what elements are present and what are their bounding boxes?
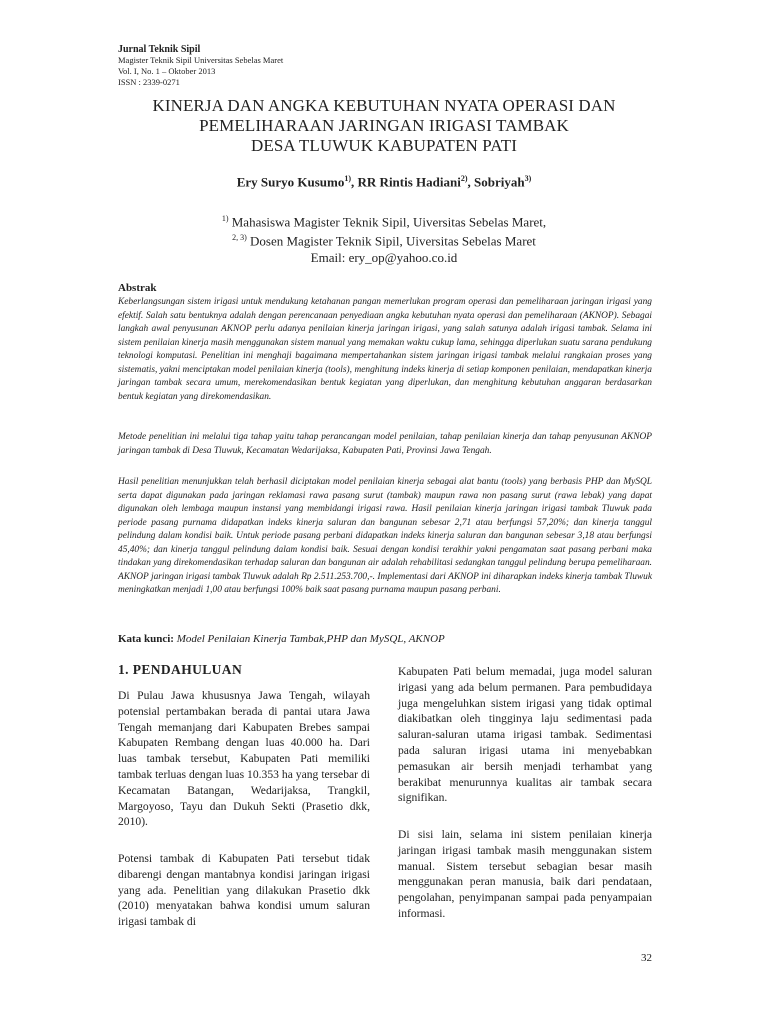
- section-heading: 1. PENDAHULUAN: [118, 662, 243, 677]
- body-paragraph: Di sisi lain, selama ini sistem penilaian kinerja jaringan irigasi tambak masih menggunakan sistem manual. Sistem tersebut sebagian besar masih menggunakan peran manusia, baik dari pendataan, pengolahan, penyimpanan sampai pada penyampaian informasi.: [398, 828, 652, 920]
- journal-issn: ISSN : 2339-0271: [118, 77, 180, 87]
- keywords: [118, 633, 658, 645]
- author-affil-mark: 1): [344, 174, 352, 183]
- journal-header: [118, 44, 283, 88]
- affil-mark: 2, 3): [232, 233, 247, 243]
- author-list: [100, 174, 668, 190]
- title-line: KINERJA DAN ANGKA KEBUTUHAN NYATA OPERASI DAN: [152, 96, 616, 115]
- affil-text: Dosen Magister Teknik Sipil, Uiversitas Sebelas Maret: [250, 233, 536, 249]
- journal-publisher: Magister Teknik Sipil Universitas Sebelas Maret: [118, 55, 284, 65]
- body-paragraph: Potensi tambak di Kabupaten Pati tersebut tidak dibarengi dengan mantabnya kondisi jaringan irigasi yang ada. Penelitian yang dilakukan Prasetio dkk (2010) menyatakan bahwa kondisi umum saluran irigasi tambak di: [118, 852, 370, 929]
- author-email: Email: ery_op@yahoo.co.id: [310, 249, 458, 265]
- title-line: PEMELIHARAAN JARINGAN IRIGASI TAMBAK: [199, 116, 569, 135]
- author-affil-mark: 2): [460, 174, 468, 183]
- abstract-heading: Abstrak: [118, 282, 157, 294]
- journal-volume: Vol. I, No. 1 – Oktober 2013: [118, 66, 216, 76]
- author-name: , Sobriyah: [467, 174, 525, 190]
- abstract-paragraph: Metode penelitian ini melalui tiga tahap yaitu tahap perancangan model penilaian, tahap penilaian kinerja dan tahap penyusunan AKNOP jaringan tambak di Desa Tluwuk, Kecamatan Wedarijaksa, Kabupaten Pati, Provinsi Jawa Tengah.: [118, 432, 652, 456]
- body-paragraph: Di Pulau Jawa khususnya Jawa Tengah, wilayah potensial pertambakan berada di pantai utara Jawa Tengah memanjang dari Kabupaten Brebes sampai Kabupaten Rembang dengan luas 40.000 ha. Dari luas tambak tersebut, Kabupaten Pati memiliki tambak terluas dengan luas 10.353 ha yang tersebar di Kecamatan Batangan, Wedarijaksa, Trangkil, Margoyoso, Tayu dan Dukuh Sekti (Prasetio dkk, 2010).: [118, 689, 370, 829]
- paper-title: [100, 96, 668, 156]
- affiliation-line: [100, 230, 668, 249]
- keywords-label: Kata kunci:: [118, 633, 174, 645]
- affil-mark: 1): [221, 214, 229, 223]
- title-line: DESA TLUWUK KABUPATEN PATI: [251, 136, 517, 155]
- affiliation-line: [100, 211, 668, 230]
- page-number: 32: [641, 952, 652, 964]
- affiliations: [100, 211, 668, 266]
- body-paragraph: Kabupaten Pati belum memadai, juga model saluran irigasi yang ada belum permanen. Para pembudidaya juga mengeluhkan sistem irigasi yang tidak optimal diakibatkan oleh tingginya laju sedimentasi pada saluran-saluran utama irigasi tambak. Sedimentasi pada saluran irigasi utama ini menyebabkan pemasukan air bersih menjadi terhambat yang berakibat menurunnya kualitas air tambak secara signifikan.: [398, 665, 652, 805]
- author-name: Ery Suryo Kusumo: [236, 174, 345, 190]
- journal-name: Jurnal Teknik Sipil: [118, 44, 201, 55]
- affil-text: Mahasiswa Magister Teknik Sipil, Uiversitas Sebelas Maret,: [231, 214, 547, 230]
- keywords-text: Model Penilaian Kinerja Tambak,PHP dan MySQL, AKNOP: [173, 633, 445, 645]
- abstract-paragraph: Hasil penelitian menunjukkan telah berhasil diciptakan model penilaian kinerja sebagai alat bantu (tools) yang berbasis PHP dan MySQL serta dapat digunakan pada jaringan reklamasi rawa pasang surut (tambak) maupun rawa non pasang surut (rawa lebak) yang dapat digunakan oleh lembaga maupun instansi yang membidangi irigasi rawa. Hasil penilaian kinerja jaringan irigasi tambak Tluwuk pada periode pasang purnama didapatkan indeks kinerja saluran dan bangunan sebesar 2,71 atau berfungsi 57,20%; dan kinerja tanggul pelindung dalam kondisi baik. Untuk periode pasang perbani didapatkan indeks kinerja saluran dan bangunan sebesar 3,18 atau berfungsi 45,40%; dan kinerja tanggul pelindung dalam kondisi baik. Sesuai dengan kondisi terakhir yakni pengamatan saat pasang perbani maka tindakan yang direkomendasikan terhadap saluran dan bangunan air adalah rehabilitasi sedangkan tanggul pelindung berupa pemeliharaan. AKNOP jaringan irigasi tambak Tluwuk adalah Rp 2.511.253.700,-. Implementasi dari AKNOP ini diharapkan indeks kinerja tambak Tluwuk meningkatkan menjadi 1,00 atau berfungsi 100% baik saat pasang purnama maupun pasang perbani.: [118, 477, 652, 595]
- author-affil-mark: 3): [524, 174, 532, 183]
- author-name: , RR Rintis Hadiani: [351, 174, 461, 190]
- abstract-paragraph: Keberlangsungan sistem irigasi untuk mendukung ketahanan pangan memerlukan program operasi dan pemeliharaan jaringan irigasi yang efektif. Salah satu bentuknya adalah dengan perencanaan penyediaan angka kebutuhan nyata operasi dan pemeliharaan (AKNOP). Sebagai langkah awal penyusunan AKNOP perlu adanya penilaian kinerja jaringan irigasi, yang salah satunya adalah irigasi tambak. Selama ini sistem penilaian kinerja masih menggunakan sistem manual yang memakan waktu cukup lama, sehingga diperlukan suatu sarana pendukung teknologi komputasi. Penelitian ini menghaji bagaimana mempertahankan sistem jaringan irigasi tambak melalui rangkaian proses yang sistematis, yakni menciptakan model penilaian kinerja (tools), menghitung indeks kinerja di setiap komponen penilaian, mendapatkan kinerja jaringan tambak secara umum, merekomendasikan bentuk kegiatan yang diperlukan, dan menghitung kebutuhan anggaran berdasarkan bentuk kegiatan yang direkomendasikan.: [118, 297, 652, 402]
